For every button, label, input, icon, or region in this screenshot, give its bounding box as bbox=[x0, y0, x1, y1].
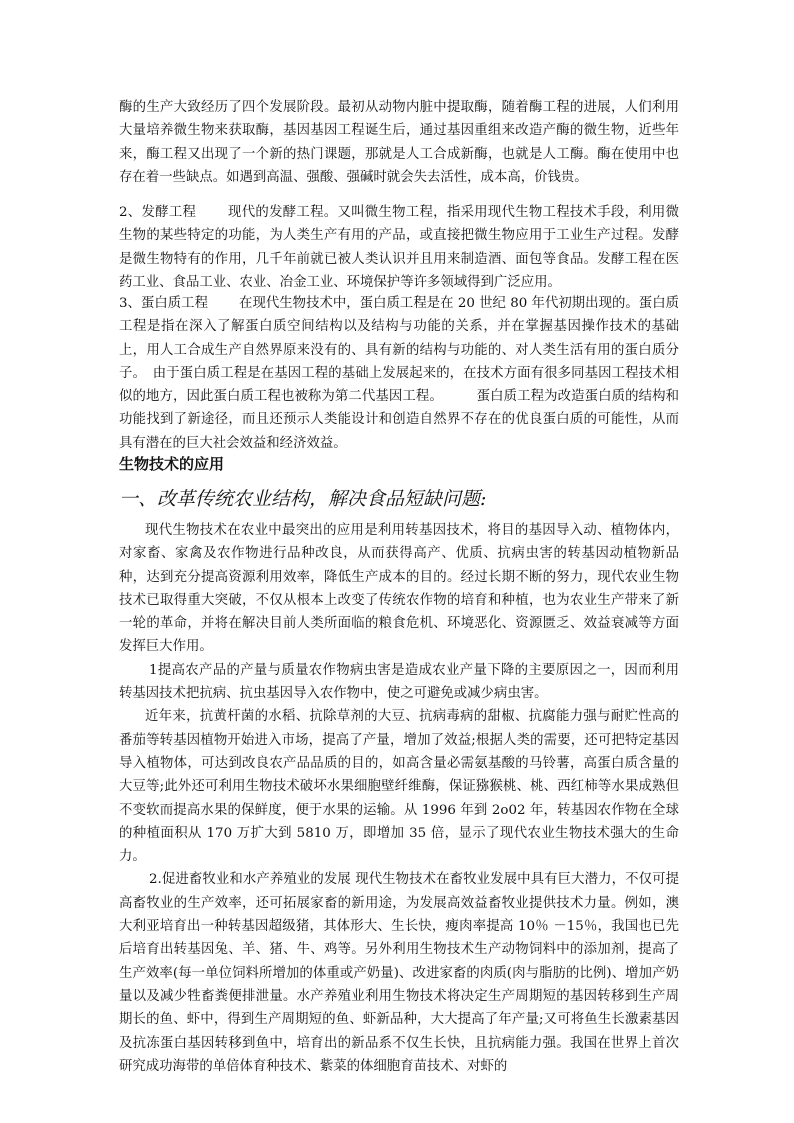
paragraph-text: 3、蛋白质工程 在现代生物技术中，蛋白质工程是在 20 世纪 80 年代初期出现的。蛋白质工程是指在深入了解蛋白质空间结构以及结构与功能的关系，并在掌握基因操作技术的基础上，用人工合成生产自然界原来没有的、具有新的结构与功能的、对人类生活有用的蛋白质分子。 由于蛋白质工程是在基因工程的基础上发展起来的，在技术方面有很多同基因工程技术相似的地方，因此蛋白质工程也被称为第二代基因工程。 蛋白质工程为改造蛋白质的结构和功能找到了新途径，而且还预示人类能设计和创造自然界不存在的优良蛋白质的可能性，从而具有潜在的巨大社会效益和经济效益。 bbox=[119, 296, 679, 451]
section-subheading: 一、改革传统农业结构，解决食品短缺问题: bbox=[119, 488, 487, 510]
paragraph-text: 2、发酵工程 现代的发酵工程。又叫微生物工程，指采用现代生物工程技术手段，利用微生物的某些特定的功能，为人类生产有用的产品，或直接把微生物应用于工业生产过程。发酵是微生物特有的作用，几千年前就已被人类认识并且用来制造酒、面包等食品。发酵工程在医药工业、食品工业、农业、冶金工业、环境保护等许多领域得到广泛应用。 bbox=[119, 205, 679, 290]
section-heading: 生物技术的应用 bbox=[119, 455, 225, 473]
enzyme-paragraph bbox=[119, 96, 679, 189]
applications-body bbox=[119, 519, 679, 1078]
paragraph-text: 1提高农产品的产量与质量农作物病虫害是造成农业产量下降的主要原因之一，因而利用转基因技术把抗病、抗虫基因导入农作物中，使之可避免或减少病虫害。 bbox=[119, 662, 679, 702]
paragraph-text: 现代生物技术在农业中最突出的应用是利用转基因技术，将目的基因导入动、植物体内，对家畜、家禽及农作物进行品种改良，从而获得高产、优质、抗病虫害的转基因动植物新品种，达到充分提高资源利用效率，降低生产成本的目的。经过长期不断的努力，现代农业生物技术已取得重大突破，不仅从根本上改变了传统农作物的培育和种植，也为农业生产带来了新一轮的革命，并将在解决目前人类所面临的粮食危机、环境恶化、资源匮乏、效益衰减等方面发挥巨大作用。 bbox=[119, 523, 679, 655]
fermentation-engineering-paragraph bbox=[119, 201, 679, 294]
protein-engineering-paragraph bbox=[119, 292, 679, 455]
paragraph-text: 近年来，抗黄杆菌的水稻、抗除草剂的大豆、抗病毒病的甜椒、抗腐能力强与耐贮性高的番茄等转基因植物开始进入市场，提高了产量，增加了效益;根据人类的需要，还可把特定基因导入植物体，可达到改良农产品品质的目的，如高含量必需氨基酸的马铃薯，高蛋白质含量的大豆等;此外还可利用生物技术破坏水果细胞壁纤维酶，保证猕猴桃、桃、西红柿等水果成熟但不变软而提高水果的保鲜度，便于水果的运输。从 1996 年到 2o02 年，转基因农作物在全球的种植面积从 170 万扩大到 5810 万，即增加 35 倍，显示了现代农业生物技术强大的生命力。 bbox=[119, 709, 679, 865]
paragraph-text: 2.促进畜牧业和水产养殖业的发展 现代生物技术在畜牧业发展中具有巨大潜力，不仅可提高畜牧业的生产效率，还可拓展家畜的新用途，为发展高效益畜牧业提供技术力量。例如，澳大利亚培育出一种转基因超级猪，其体形大、生长快，瘦肉率提高 10％ －15％，我国也已先后培育出转基因兔、羊、猪、牛、鸡等。另外利用生物技术生产动物饲料中的添加剂，提高了生产效率(每一单位饲料所增加的体重或产奶量)、改进家畜的肉质(肉与脂肪的比例)、增加产奶量以及减少牲畜粪便排泄量。水产养殖业利用生物技术将决定生产周期短的基因转移到生产周期长的鱼、虾中，得到生产周期短的鱼、虾新品种，大大提高了年产量;又可将鱼生长激素基因及抗冻蛋白基因转移到鱼中，培育出的新品系不仅生长快，且抗病能力强。我国在世界上首次研究成功海带的单倍体育种技术、紫菜的体细胞育苗技术、对虾的 bbox=[119, 872, 679, 1074]
paragraph-text: 酶的生产大致经历了四个发展阶段。最初从动物内脏中提取酶，随着酶工程的进展，人们利用大量培养微生物来获取酶，基因基因工程诞生后，通过基因重组来改造产酶的微生物，近些年来，酶工程又出现了一个新的热门课题，那就是人工合成新酶，也就是人工酶。酶在使用中也存在着一些缺点。如遇到高温、强酸、强碱时就会失去活性，成本高，价钱贵。 bbox=[119, 100, 679, 185]
